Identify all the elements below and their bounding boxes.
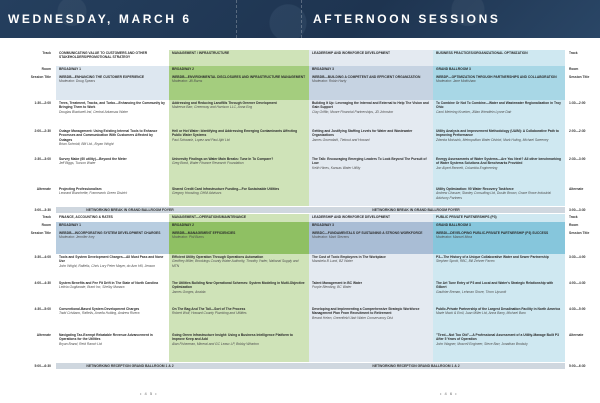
row-label-right: Room xyxy=(569,223,579,227)
schedule-row xyxy=(0,50,600,66)
row-label-left: 2:00—2:30 xyxy=(34,129,51,133)
row-label-right: Room xyxy=(569,67,579,71)
schedule-row xyxy=(0,214,600,222)
session-title: University Findings on Water Main Breaks: Tune In To Compare? xyxy=(172,157,274,161)
row-label-left: 2:30—3:00 xyxy=(34,157,51,161)
row-label-right: Session Title xyxy=(569,231,590,235)
session-cell xyxy=(56,66,169,74)
session-presenters: Makeeva Barr, Greenway and Harrison LLC, Anna Eng xyxy=(172,105,253,110)
row-time-right: 3:00—3:30 xyxy=(569,208,586,212)
break-label: NETWORKING BREAK IN GRAND BALLROOM FOYER xyxy=(372,208,460,212)
session-cell xyxy=(56,156,169,186)
session-cell xyxy=(309,100,433,128)
session-title: GRAND BALLROOM 3 xyxy=(436,223,471,227)
schedule-row xyxy=(0,332,600,362)
row-label-right: Alternate xyxy=(569,187,584,191)
session-cell xyxy=(169,332,309,362)
row-label-left: 1:30—2:00 xyxy=(34,101,51,105)
session-presenters: Marabela B Lund, BZ Water xyxy=(312,259,353,264)
session-presenters: James Gorges, Anaida xyxy=(172,289,206,294)
session-cell xyxy=(169,66,309,74)
page-footer xyxy=(0,390,600,403)
session-title: Outage Management: Using Existing Internal Tools to Enhance Processes and Communication With Customers Affected by Outages xyxy=(59,129,158,142)
session-presenters: Douglas Blackwell Ind, Central Arkansas Water xyxy=(59,109,128,114)
session-cell xyxy=(309,306,433,332)
schedule-row xyxy=(0,66,600,74)
session-title: BUSINESS PRACTICES/ORGANIZATIONAL OPTIMIZATION xyxy=(436,51,528,55)
session-cell xyxy=(169,128,309,156)
session-title: WEBDB—INCORPORATING SYSTEM DEVELOPMENT CHARGES xyxy=(59,231,161,235)
header-stitch-decoration xyxy=(236,0,302,38)
session-cell xyxy=(433,306,565,332)
row-label-right: 4:00—4:30 xyxy=(569,281,586,285)
session-presenters: Moderator: Mark Stevens xyxy=(312,235,350,240)
session-title: Building It Up: Leveraging the Internal and External to Help The Vision and Gain Support xyxy=(312,101,429,110)
row-label-right: Session Title xyxy=(569,75,590,79)
session-cell xyxy=(309,66,433,74)
session-presenters: James Gruendahl, Tiebout and Howard xyxy=(312,137,370,142)
session-title: The Utilities Building New Operational Schemes: System Modeling in Multi-Objective Optimization xyxy=(172,281,305,290)
session-presenters: Berard Helen, Greenfield Utah Water Conservancy Dist xyxy=(312,315,393,320)
session-presenters: Moderator: Robin Harty xyxy=(312,79,347,84)
session-presenters: Leticia Guglianate, Brant Inc, Shelby Manara xyxy=(59,285,125,290)
page-header xyxy=(0,0,600,38)
schedule-row xyxy=(0,156,600,186)
session-cell xyxy=(169,156,309,186)
session-title: WEBDB—BUILDING A COMPETENT AND EFFICIENT ORGANIZATION xyxy=(312,75,421,79)
session-presenters: Moderator: Jill Burns xyxy=(172,79,203,84)
session-presenters: Gauthier Brenan, Lehman Shore, Thom Lipscott xyxy=(436,289,507,294)
session-title: Survey Mabe (60 utility)—Beyond the Meter xyxy=(59,157,127,161)
session-cell xyxy=(56,186,169,206)
session-cell xyxy=(433,50,565,66)
session-cell xyxy=(309,222,433,230)
session-title: On The Bag And The Tail—Sort of The Process xyxy=(172,307,246,311)
session-cell xyxy=(433,254,565,280)
session-presenters: Jeff Biggs, Tucson Water xyxy=(59,161,96,166)
session-title: Addressing and Reducing Landfills Through Greener Development xyxy=(172,101,277,105)
session-presenters: Todd Cristiano, Raftelis, Amelia Hutting, Andrew Rivera xyxy=(59,311,140,316)
left-page-number: • 4 5 • xyxy=(140,391,158,396)
session-cell xyxy=(433,100,565,128)
session-title: BROADWAY 2 xyxy=(172,223,194,227)
session-cell xyxy=(433,230,565,254)
session-title: The Cost of Toxic Employees in The Workplace xyxy=(312,255,386,259)
session-title: MANAGEMENT / INFRASTRUCTURE xyxy=(172,51,230,55)
session-title: Efficient Utility Operation Through Operations Automation xyxy=(172,255,264,259)
session-presenters: Brian Schmidt, BM Ltd., Bryan Wright xyxy=(59,142,114,147)
session-cell xyxy=(56,222,169,230)
row-label-right: 3:30—4:00 xyxy=(569,255,586,259)
session-title: Energy Assessments of Water Systems—Are You Next? All other benchmarking of Water Systems Solutions And Benchmarks Provided xyxy=(436,157,562,166)
session-title: System Benefits and Fee Fit Drift in The State of North Carolina xyxy=(59,281,159,285)
session-cell xyxy=(169,74,309,100)
session-title: BROADWAY 1 xyxy=(59,223,81,227)
session-presenters: Marie Mack & Emil, Juan Miller Ltd, Anna Barry, Michael Baro xyxy=(436,311,526,316)
session-presenters: Jon Alpert Bennett, Columbia Engineering xyxy=(436,165,498,170)
session-cell xyxy=(433,66,565,74)
session-title: BROADWAY 1 xyxy=(59,67,81,71)
session-presenters: Keith Hines, Kansas Water Utility xyxy=(312,165,361,170)
session-cell xyxy=(56,332,169,362)
schedule-row xyxy=(0,254,600,280)
session-title: P3—The History of a Unique Collaborative Water and Sewer Partnership xyxy=(436,255,549,259)
schedule-row xyxy=(0,280,600,306)
session-cell xyxy=(56,214,169,222)
session-title: WEBDB—MANAGEMENT EFFICIENCIES xyxy=(172,231,236,235)
session-presenters: Bryan Brand, Reid Ranch Ltd xyxy=(59,341,102,346)
schedule-row xyxy=(0,222,600,230)
row-time-left: 3:00—3:30 xyxy=(34,208,51,212)
session-title: BROADWAY 3 xyxy=(312,67,334,71)
row-label-right: 1:30—2:00 xyxy=(569,101,586,105)
session-title: "Tired—Not Too Old"—A Professional Assessment of a Utility-Manage Built P3 After 5 Years of Operation xyxy=(436,333,559,342)
session-cell xyxy=(56,306,169,332)
row-label-right: 2:00—2:30 xyxy=(569,129,586,133)
session-title: Hell or Hot Water: Identifying and Addressing Emerging Contaminants Affecting Public Water Systems xyxy=(172,129,298,138)
session-title: Projecting Professionalism xyxy=(59,187,102,191)
schedule-row xyxy=(0,100,600,128)
session-cell xyxy=(433,186,565,206)
schedule-row xyxy=(0,306,600,332)
session-cell xyxy=(169,50,309,66)
session-title: BROADWAY 2 xyxy=(172,67,194,71)
session-title: Public-Private Partnership of the Largest Desalination Facility in North America xyxy=(436,307,561,311)
row-label-left: Session Title xyxy=(30,75,51,79)
session-title: PUBLIC PRIVATE PARTNERSHIPS (P3) xyxy=(436,215,497,219)
session-presenters: John Wagner, Moscell Engineer, Steve Barr, Jonathan Brodsky xyxy=(436,341,528,346)
schedule-row xyxy=(0,74,600,100)
session-presenters: John Wright, Raftelis, Chris Lory Peter Mayer, do Ann Hill, Jenson xyxy=(59,263,156,268)
session-cell xyxy=(433,222,565,230)
session-title: The Talk: Encouraging Emerging Leaders To Look Beyond The Pursuit of Low xyxy=(312,157,427,166)
schedule-row xyxy=(0,128,600,156)
session-presenters: Moderator: Manuel Mora xyxy=(436,235,473,240)
session-presenters: Geoffrey Miller, Brookings County Water Authority, Timothy Yoder, National Supply and MTN xyxy=(172,259,299,268)
session-presenters: Moderator: Phil Burns xyxy=(172,235,204,240)
session-presenters: Alan Fisherman, Mineral and GC Leasc LP, Bobby Wharton xyxy=(172,341,259,346)
session-cell xyxy=(433,280,565,306)
break-label: NETWORKING RECEPTION GRAND BALLROOM 1 & 2 xyxy=(372,364,460,368)
session-cell xyxy=(169,100,309,128)
row-label-left: 4:00—4:30 xyxy=(34,281,51,285)
row-time-left: 5:00—6:30 xyxy=(34,364,51,368)
session-cell xyxy=(309,254,433,280)
row-label-left: Track xyxy=(42,51,51,55)
session-title: GRAND BALLROOM 3 xyxy=(436,67,471,71)
session-cell xyxy=(309,156,433,186)
row-label-right: Track xyxy=(569,51,578,55)
session-cell xyxy=(433,332,565,362)
session-cell xyxy=(56,254,169,280)
session-title: Trees, Treatment, Tracks, and Turbo—Enhancing the Community by Bringing Them to Work xyxy=(59,101,166,110)
session-cell xyxy=(309,128,433,156)
session-title: LEADERSHIP AND WORKFORCE DEVELOPMENT xyxy=(312,51,391,55)
session-cell xyxy=(433,74,565,100)
row-label-left: Session Title xyxy=(30,231,51,235)
session-title: Utility Analysis and Improvement Methodology (UAIM): A Collaborative Path to Improving Performance xyxy=(436,129,559,138)
session-cell xyxy=(309,230,433,254)
session-title: Navigating Tax-Exempt Rebatable Revenue Advancement in Operations for the Utilities xyxy=(59,333,153,342)
session-cell xyxy=(309,332,433,362)
session-presenters: Purple Blending, BC Water xyxy=(312,285,352,290)
session-title: Talent Management in BC Water xyxy=(312,281,363,285)
session-cell xyxy=(169,214,309,222)
session-title: FINANCE, ACCOUNTING & RATES xyxy=(59,215,113,219)
session-cell xyxy=(56,230,169,254)
right-page-number: • 4 6 • xyxy=(440,391,458,396)
session-cell xyxy=(309,74,433,100)
session-cell xyxy=(169,222,309,230)
session-title: Conventional-Based System Development Charges xyxy=(59,307,140,311)
session-title: WEBDP—OPTIMIZATION THROUGH PARTNERSHIPS AND COLLABORATION xyxy=(436,75,557,79)
session-title: The Art Tune Entry of P3 and Local and Water's Strategic Relationship with Gilbert xyxy=(436,281,554,290)
row-label-left: Room xyxy=(41,67,51,71)
session-presenters: Moderator: Jennifer Ivey xyxy=(59,235,95,240)
session-cell xyxy=(56,74,169,100)
session-cell xyxy=(309,280,433,306)
session-cell xyxy=(309,50,433,66)
row-label-left: Alternate xyxy=(36,333,51,337)
session-presenters: Andrew Chasser, Stanley Consulting Ltd, Dustin Brown, Grace Rowe Industrial Advisory Partners xyxy=(436,191,551,200)
session-presenters: Robert Wolf, Howard County Plumbing and Utilities xyxy=(172,311,247,316)
session-presenters: Paul Schwartz, Lopez and Paul Ajiri Ltd xyxy=(172,137,230,142)
row-label-left: Alternate xyxy=(36,187,51,191)
session-cell xyxy=(309,186,433,206)
session-cell xyxy=(433,214,565,222)
session-cell xyxy=(56,280,169,306)
session-presenters: Leonard Blanchette, Framework Green District xyxy=(59,191,127,196)
session-title: WEBDI—DEVELOPING PUBLIC-PRIVATE PARTNERSHIP (P3) SUCCESS xyxy=(436,231,549,235)
day-title: WEDNESDAY, MARCH 6 xyxy=(8,12,192,26)
session-presenters: Clay Griffin, Moore Financial Partnerships, JD Johnston xyxy=(312,109,394,114)
session-presenters: Stephen Sprott, RBC, Bill Zehner Paceo xyxy=(436,259,495,264)
row-label-right: 4:30—5:00 xyxy=(569,307,586,311)
session-cell xyxy=(169,186,309,206)
row-label-left: Track xyxy=(42,215,51,219)
row-label-left: 4:30—5:00 xyxy=(34,307,51,311)
session-cell xyxy=(56,128,169,156)
break-label: NETWORKING RECEPTION GRAND BALLROOM 1 & 2 xyxy=(86,364,174,368)
session-title: Tools and System Development Charges—All Must Pass and None Use xyxy=(59,255,164,264)
session-title: BROADWAY 3 xyxy=(312,223,334,227)
session-cell xyxy=(433,156,565,186)
session-presenters: Gregory Hoosking, DHM Advisors xyxy=(172,191,222,196)
session-title: WEBDB—ENHANCING THE CUSTOMER EXPERIENCE xyxy=(59,75,145,79)
session-title: To Combine Or Not To Combine—Water and Wastewater Regionalization in Troy Ohio xyxy=(436,101,561,110)
session-presenters: Zdenka Moissink, Metropolitan Water District, Mark Huling, Michael Sweeney xyxy=(436,137,549,142)
session-cell xyxy=(169,306,309,332)
session-cell xyxy=(433,128,565,156)
session-title: COMMUNICATING VALUE TO CUSTOMERS AND OTHER STAKEHOLDERS/PROMOTIONAL STRATEGY xyxy=(59,51,148,60)
row-label-right: Alternate xyxy=(569,333,584,337)
row-label-left: Room xyxy=(41,223,51,227)
row-time-right: 5:00—6:30 xyxy=(569,364,586,368)
session-cell xyxy=(169,280,309,306)
session-title: Getting and Justifying Staffing Levels for Water and Wastewater Organizations xyxy=(312,129,413,138)
session-title: LEADERSHIP AND WORKFORCE DEVELOPMENT xyxy=(312,215,391,219)
session-presenters: Carol Meiering Krueber, Jillian Wendlein Lynne Dair xyxy=(436,109,512,114)
session-presenters: Greg Bond, Water Finance Research Foundation xyxy=(172,161,244,166)
sessions-title: AFTERNOON SESSIONS xyxy=(313,12,501,26)
row-label-right: Track xyxy=(569,215,578,219)
session-title: WEBDB—ENVIRONMENTAL DISCLOSURES AND INFRASTRUCTURE MANAGEMENT xyxy=(172,75,306,79)
row-label-right: 2:30—3:00 xyxy=(569,157,586,161)
session-cell xyxy=(169,230,309,254)
session-cell xyxy=(56,50,169,66)
break-label: NETWORKING BREAK IN GRAND BALLROOM FOYER xyxy=(86,208,174,212)
session-title: Going Green Infrastructure Insight: Using a Business Intelligence Platform to Improve Keep and Add xyxy=(172,333,293,342)
row-divider xyxy=(0,369,600,370)
session-title: WEBDC—FUNDAMENTALS OF SUSTAINING A STRONG WORKFORCE xyxy=(312,231,423,235)
row-label-left: 3:30—4:00 xyxy=(34,255,51,259)
schedule-row xyxy=(0,230,600,254)
session-cell xyxy=(56,100,169,128)
session-title: Utility Optimization: 90 Water Recovery Taskforce xyxy=(436,187,514,191)
session-cell xyxy=(309,214,433,222)
session-presenters: Moderator: Doug Spears xyxy=(59,79,96,84)
session-title: Shared Credit Card Infrastructure Funding—For Sustainable Utilities xyxy=(172,187,280,191)
session-presenters: Moderator: Jane Mottishaw xyxy=(436,79,476,84)
session-cell xyxy=(169,254,309,280)
session-title: MANAGEMENT—OPERATIONS/MAINTENANCE xyxy=(172,215,247,219)
schedule-row xyxy=(0,186,600,206)
session-title: Developing and Implementing a Comprehensive Strategic Workforce Management Plan From Recruitment to Retirement xyxy=(312,307,420,316)
